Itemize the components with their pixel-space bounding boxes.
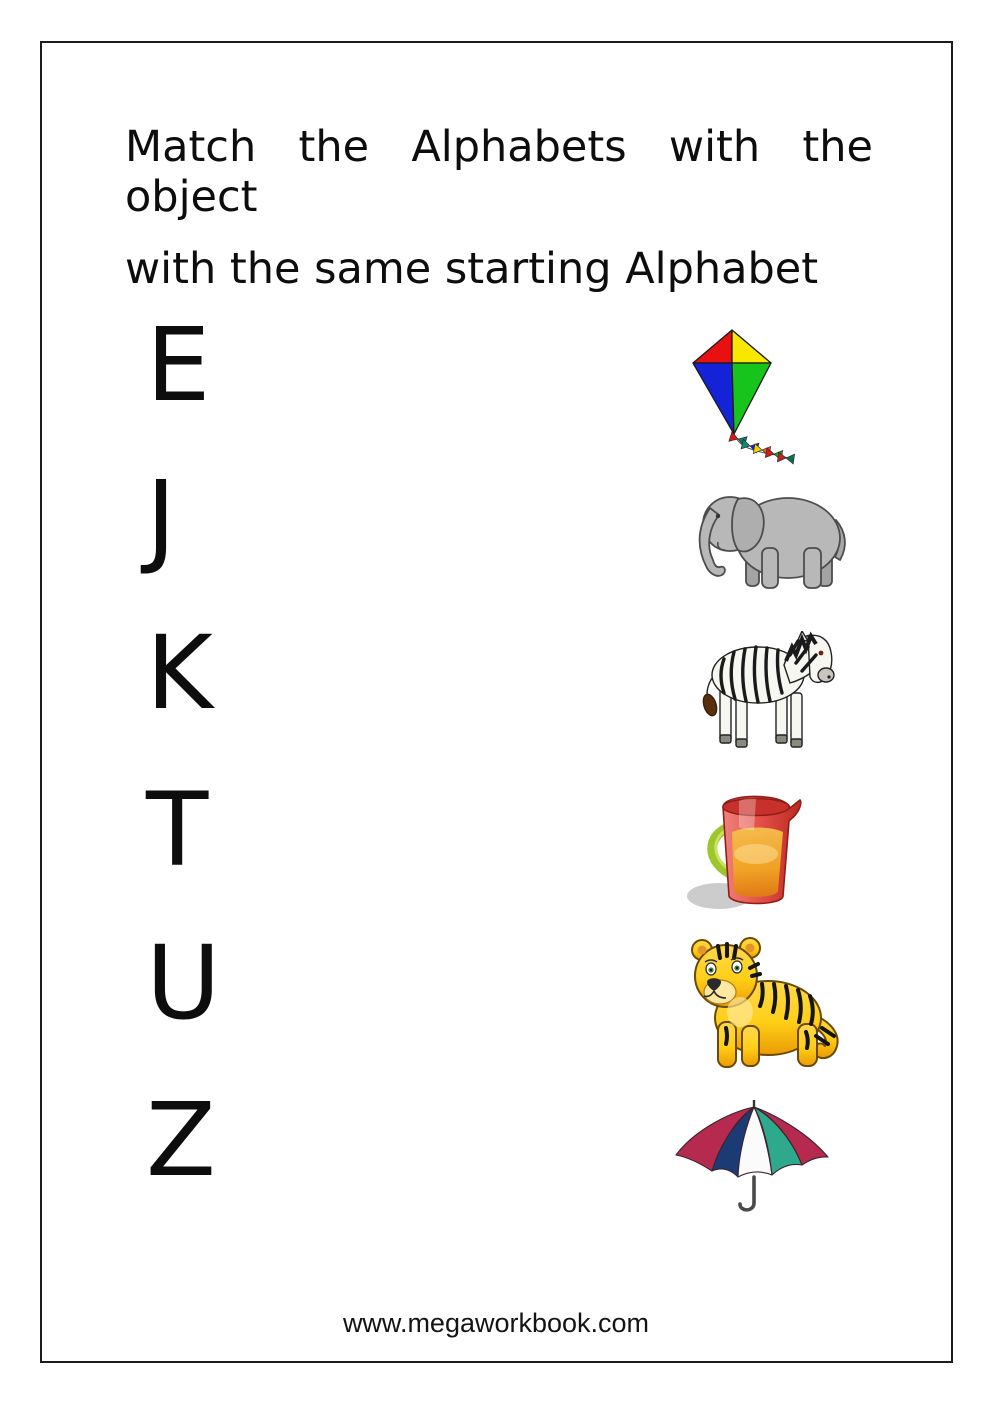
zebra-muzzle — [818, 668, 834, 682]
umbrella-image[interactable] — [668, 1097, 836, 1219]
kite-panel-green — [732, 363, 771, 434]
zebra-hoof — [776, 735, 787, 743]
jug-rim — [723, 799, 789, 816]
jug-image[interactable] — [683, 786, 815, 916]
letter-item-t[interactable]: T — [146, 771, 209, 890]
footer-url: www.megaworkbook.com — [342, 1308, 650, 1338]
zebra-nostril — [827, 675, 830, 678]
zebra-eye — [819, 651, 824, 656]
title-line-2: with the same starting Alphabet — [125, 244, 819, 294]
jug-juice-swirl — [734, 844, 778, 864]
letter-item-z[interactable]: Z — [146, 1081, 216, 1200]
letter-item-j[interactable]: J — [146, 459, 177, 578]
zebra-hoof — [791, 739, 802, 747]
zebra-image[interactable] — [690, 631, 842, 756]
tiger-inner-ear — [698, 946, 707, 955]
elephant-image[interactable] — [688, 484, 853, 602]
zebra-hoof — [720, 735, 731, 743]
page-title — [125, 122, 885, 294]
kite-panel-yellow — [732, 330, 771, 363]
tiger-chest — [727, 997, 753, 1027]
elephant-eye — [716, 514, 720, 518]
tiger-leg — [742, 1026, 759, 1066]
kite-panel-red — [693, 330, 732, 363]
tiger-image[interactable] — [680, 932, 845, 1072]
letter-item-k[interactable]: K — [146, 614, 213, 733]
letter-item-e[interactable]: E — [146, 306, 211, 425]
title-line-1: Match the Alphabets with the object — [125, 122, 873, 222]
kite-tail-flags — [729, 432, 795, 464]
kite-panel-blue — [693, 363, 734, 434]
zebra-hoof — [736, 739, 747, 747]
zebra-leg — [791, 693, 802, 745]
tiger-inner-ear — [746, 944, 755, 953]
umbrella-pole — [740, 1177, 754, 1210]
zebra-tail-tuft — [701, 693, 719, 718]
letter-item-u[interactable]: U — [146, 924, 221, 1043]
elephant-leg — [762, 548, 778, 588]
kite-image[interactable] — [688, 326, 800, 466]
jug-gloss — [739, 799, 756, 830]
elephant-leg — [804, 548, 821, 588]
